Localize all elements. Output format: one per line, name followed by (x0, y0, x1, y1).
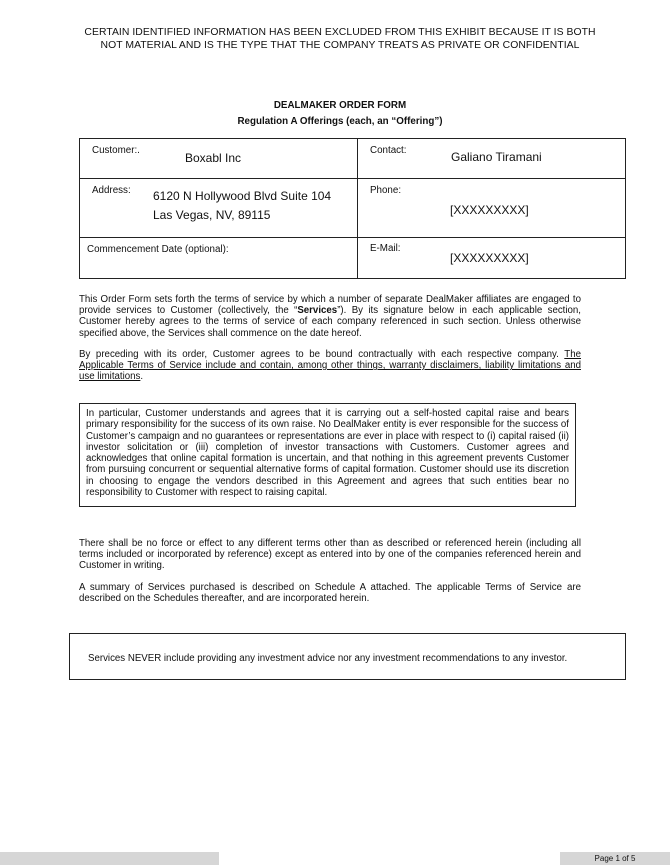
contact-label: Contact: (370, 145, 407, 156)
contact-cell (358, 139, 626, 179)
disclaimer-line-1: CERTAIN IDENTIFIED INFORMATION HAS BEEN EXCLUDED FROM THIS EXHIBIT BECAUSE IT IS BOTH (84, 27, 596, 38)
email-value: [XXXXXXXXX] (450, 251, 529, 265)
address-label: Address: (92, 185, 131, 196)
email-cell (358, 238, 626, 279)
commencement-date-label: Commencement Date (optional): (87, 244, 229, 255)
binding-agreement-paragraph: By preceding with its order, Customer agrees to be bound contractually with each respective company. The Applicable Terms of Service include and contain, among other things, warranty disclaimers, liability limitations and use limitations. (79, 349, 581, 383)
customer-label: Customer:. (92, 145, 140, 156)
services-defined-term: Services (297, 305, 338, 317)
terms-of-service-underlined: The Applicable Terms of Service include and contain, among other things, warranty disclaimers, liability limitations and use limitations (79, 349, 581, 383)
customer-info-table (79, 138, 626, 279)
document-title: DEALMAKER ORDER FORM (273, 100, 407, 111)
document-title-block (180, 98, 500, 130)
terms-intro-paragraph: This Order Form sets forth the terms of service by which a number of separate DealMaker affiliates are engaged to provide services to Customer (collectively, the “Services”). By its signature below in each applicable section, Customer hereby agrees to the terms of service of each company referenced in such section. Unless otherwise specified above, the Services shall commence on the date hereof. (79, 294, 581, 339)
no-investment-advice-notice-box (69, 633, 626, 680)
page-number: Page 1 of 5 (560, 852, 670, 865)
footer-bar-left (0, 852, 219, 865)
contact-value: Galiano Tiramani (451, 150, 542, 164)
address-cell (80, 179, 358, 238)
address-line-1: 6120 N Hollywood Blvd Suite 104 (153, 189, 332, 203)
document-subtitle: Regulation A Offerings (each, an “Offering”) (237, 116, 443, 127)
commencement-date-cell (80, 238, 358, 279)
no-investment-advice-notice: Services NEVER include providing any investment advice nor any investment recommendations to any investor. (88, 653, 568, 664)
phone-label: Phone: (370, 185, 402, 196)
email-label: E-Mail: (370, 243, 401, 254)
confidentiality-disclaimer (60, 26, 620, 52)
phone-value: [XXXXXXXXX] (450, 203, 529, 217)
address-line-2: Las Vegas, NV, 89115 (153, 208, 271, 222)
responsibility-disclaimer-box (79, 403, 576, 507)
schedule-summary-paragraph: A summary of Services purchased is described on Schedule A attached. The applicable Terms of Service are described on the Schedules thereafter, and are incorporated herein. (79, 582, 581, 605)
customer-cell (80, 139, 358, 179)
no-other-terms-paragraph: There shall be no force or effect to any different terms other than as described or referenced herein (including all terms included or incorporated by reference) except as entered into by one of the companies referenced herein and Customer in writing. (79, 538, 581, 572)
disclaimer-line-2: NOT MATERIAL AND IS THE TYPE THAT THE COMPANY TREATS AS PRIVATE OR CONFIDENTIAL (100, 40, 580, 51)
customer-value: Boxabl Inc (185, 151, 242, 165)
phone-cell (358, 179, 626, 238)
responsibility-disclaimer-text: In particular, Customer understands and agrees that it is carrying out a self-hosted capital raise and bears primary responsibility for the success of its own raise. No DealMaker entity is ever responsible for the success of Customer’s campaign and no guarantees or representations are ever in place with respect to (i) capital raised (ii) investor solicitation or (iii) completion of investor transactions with Customers. Customer agrees and acknowledges that online capital formation is uncertain, and that nothing in this agreement prevents Customer from pursuing concurrent or sequential alternative forms of capital formation. Customer should use its discretion in choosing to engage the vendors described in this Agreement and agrees that such entities bear no responsibility to Customer with respect to raising capital. (86, 408, 569, 499)
